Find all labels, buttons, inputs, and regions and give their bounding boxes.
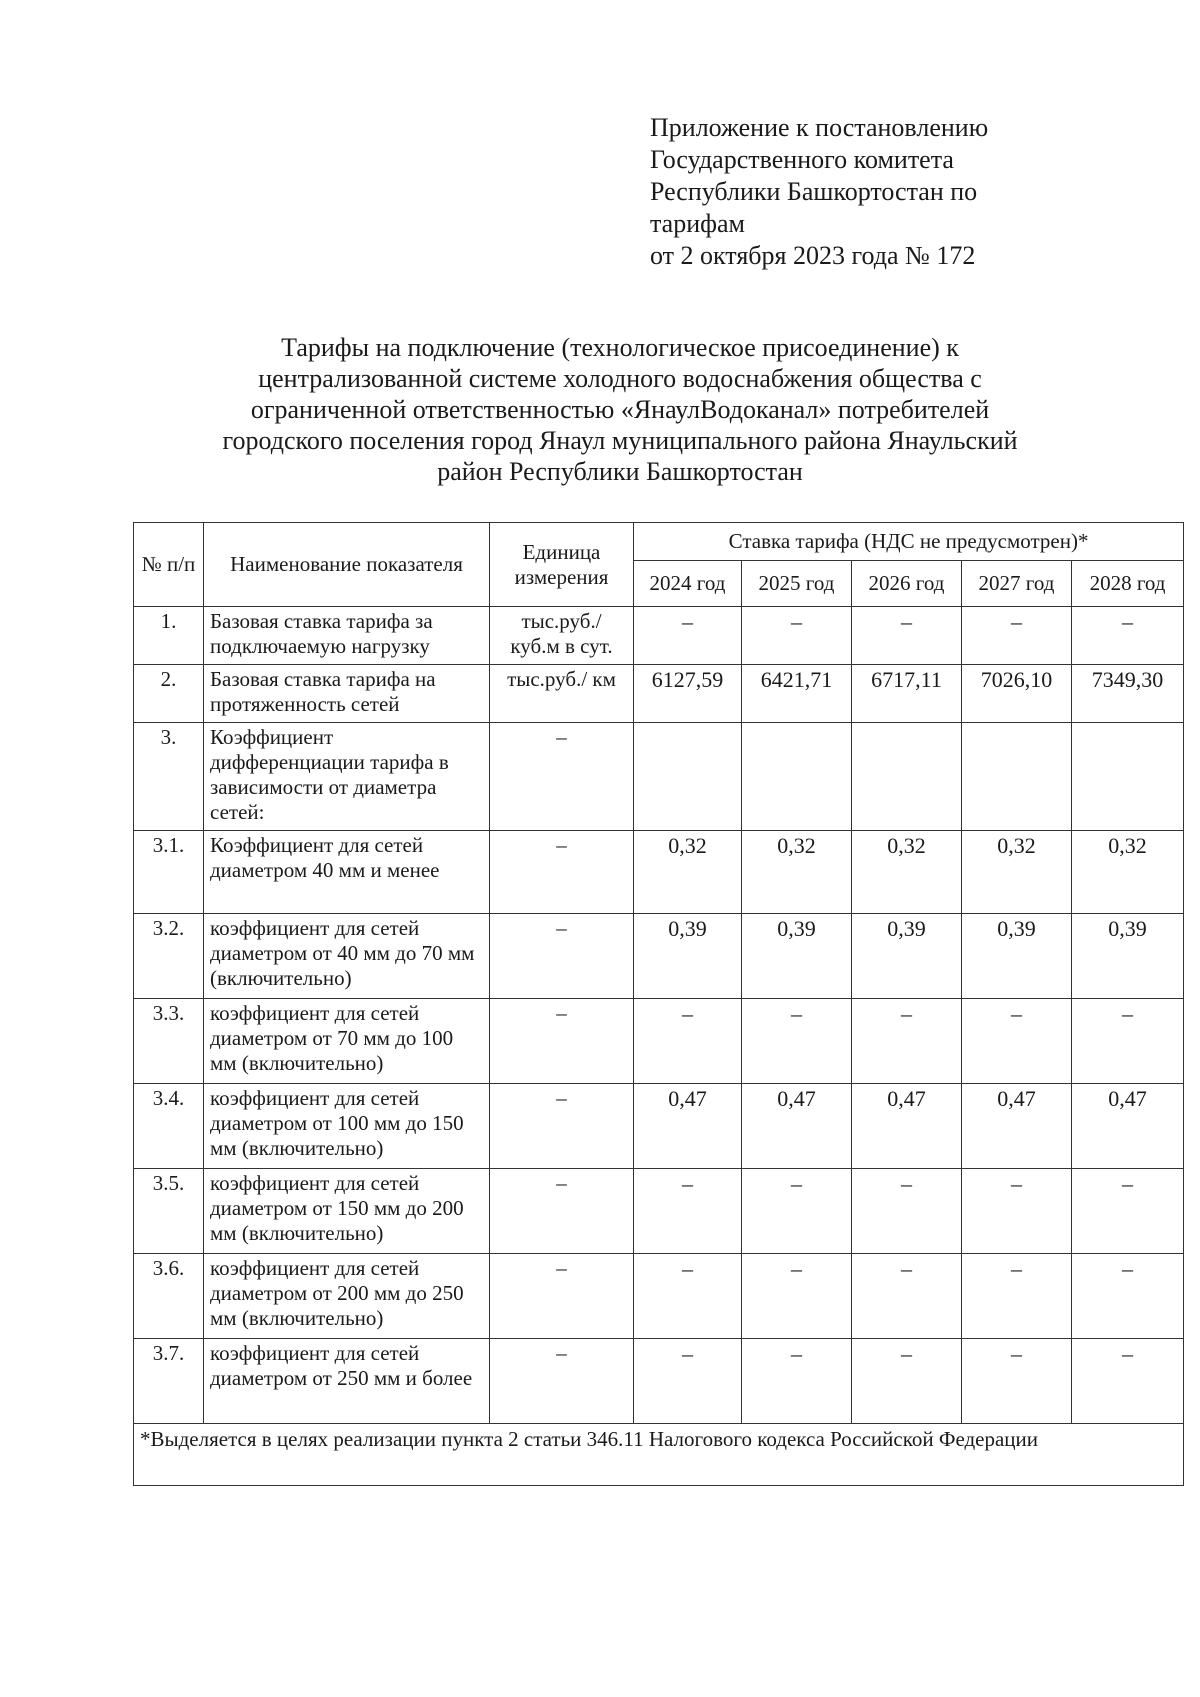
title-line: городского поселения город Янаул муниципального района Янаульский <box>222 426 1018 455</box>
row-value <box>1072 723 1184 831</box>
row-unit: – <box>490 723 634 831</box>
header-year: 2028 год <box>1072 561 1184 607</box>
row-num: 1. <box>134 607 204 665</box>
table-row <box>134 607 1184 665</box>
row-value: – <box>962 1339 1072 1424</box>
row-unit: тыс.руб./ км <box>490 665 634 723</box>
table-row <box>134 1084 1184 1169</box>
row-value: 0,32 <box>742 831 852 914</box>
row-value: – <box>852 1169 962 1254</box>
row-value: 6421,71 <box>742 665 852 723</box>
row-value: 6717,11 <box>852 665 962 723</box>
row-value: – <box>742 607 852 665</box>
annex-header <box>650 112 1070 272</box>
annex-line: Республики Башкортостан по <box>650 177 978 206</box>
row-name: коэффициент для сетей диаметром от 100 мм до 150 мм (включительно) <box>204 1084 490 1169</box>
row-value: – <box>962 607 1072 665</box>
annex-line: тарифам <box>650 209 745 238</box>
row-value: 7349,30 <box>1072 665 1184 723</box>
title-line: район Республики Башкортостан <box>437 457 803 486</box>
table-row <box>134 665 1184 723</box>
row-num: 3.2. <box>134 914 204 999</box>
row-value <box>634 723 742 831</box>
row-unit: тыс.руб./ куб.м в сут. <box>490 607 634 665</box>
table-row <box>134 1339 1184 1424</box>
row-unit: – <box>490 1084 634 1169</box>
header-unit: Единица измерения <box>490 523 634 607</box>
row-value: – <box>742 1339 852 1424</box>
row-name: Базовая ставка тарифа за подключаемую нагрузку <box>204 607 490 665</box>
row-value: – <box>634 1254 742 1339</box>
row-value: 0,32 <box>1072 831 1184 914</box>
row-value: 6127,59 <box>634 665 742 723</box>
row-value: – <box>852 999 962 1084</box>
row-num: 3.1. <box>134 831 204 914</box>
table-row <box>134 723 1184 831</box>
title-line: централизованной системе холодного водоснабжения общества с <box>258 364 982 393</box>
row-value <box>852 723 962 831</box>
row-unit: – <box>490 999 634 1084</box>
header-year: 2024 год <box>634 561 742 607</box>
table-row <box>134 999 1184 1084</box>
row-value: – <box>742 1169 852 1254</box>
row-value: 0,39 <box>634 914 742 999</box>
footnote: *Выделяется в целях реализации пункта 2 статьи 346.11 Налогового кодекса Российской Федерации <box>134 1424 1184 1486</box>
table-row <box>134 831 1184 914</box>
row-value: 0,39 <box>1072 914 1184 999</box>
row-value: 0,47 <box>852 1084 962 1169</box>
row-value: – <box>634 1339 742 1424</box>
table-row <box>134 1169 1184 1254</box>
row-num: 3.6. <box>134 1254 204 1339</box>
row-value: 0,39 <box>852 914 962 999</box>
row-value: 0,32 <box>634 831 742 914</box>
row-value: 0,47 <box>1072 1084 1184 1169</box>
header-year: 2026 год <box>852 561 962 607</box>
row-name: коэффициент для сетей диаметром от 250 мм и более <box>204 1339 490 1424</box>
row-name: Коэффициент для сетей диаметром 40 мм и менее <box>204 831 490 914</box>
row-unit: – <box>490 1169 634 1254</box>
row-value: 0,47 <box>742 1084 852 1169</box>
row-name: коэффициент для сетей диаметром от 70 мм до 100 мм (включительно) <box>204 999 490 1084</box>
row-unit: – <box>490 1339 634 1424</box>
table-row <box>134 914 1184 999</box>
row-value: – <box>1072 1339 1184 1424</box>
tariff-table <box>133 522 1184 1486</box>
row-name: коэффициент для сетей диаметром от 150 мм до 200 мм (включительно) <box>204 1169 490 1254</box>
row-value: – <box>634 607 742 665</box>
row-value: 0,39 <box>742 914 852 999</box>
row-unit: – <box>490 1254 634 1339</box>
header-name: Наименование показателя <box>204 523 490 607</box>
title-line: ограниченной ответственностью «ЯнаулВодоканал» потребителей <box>250 395 990 424</box>
row-value: 0,32 <box>962 831 1072 914</box>
document-title <box>140 332 1100 487</box>
row-value: – <box>962 1169 1072 1254</box>
row-value: – <box>852 1254 962 1339</box>
row-value <box>962 723 1072 831</box>
row-unit: – <box>490 914 634 999</box>
row-value: 7026,10 <box>962 665 1072 723</box>
row-num: 3.3. <box>134 999 204 1084</box>
header-year: 2027 год <box>962 561 1072 607</box>
header-num: № п/п <box>134 523 204 607</box>
row-value: 0,32 <box>852 831 962 914</box>
table-row <box>134 1254 1184 1339</box>
header-rate-group: Ставка тарифа (НДС не предусмотрен)* <box>634 523 1184 561</box>
annex-line: Приложение к постановлению <box>650 113 989 142</box>
row-num: 3. <box>134 723 204 831</box>
row-value: – <box>852 1339 962 1424</box>
row-name: Базовая ставка тарифа на протяженность сетей <box>204 665 490 723</box>
row-unit: – <box>490 831 634 914</box>
row-name: Коэффициент дифференциации тарифа в зависимости от диаметра сетей: <box>204 723 490 831</box>
annex-line: от 2 октября 2023 года № 172 <box>650 241 976 270</box>
annex-line: Государственного комитета <box>650 145 954 174</box>
row-value: – <box>1072 1254 1184 1339</box>
row-value: – <box>962 999 1072 1084</box>
header-year: 2025 год <box>742 561 852 607</box>
row-name: коэффициент для сетей диаметром от 200 мм до 250 мм (включительно) <box>204 1254 490 1339</box>
title-line: Тарифы на подключение (технологическое присоединение) к <box>281 333 959 362</box>
row-value: – <box>1072 607 1184 665</box>
row-value: – <box>634 1169 742 1254</box>
row-value: – <box>962 1254 1072 1339</box>
row-value: – <box>742 1254 852 1339</box>
row-num: 3.4. <box>134 1084 204 1169</box>
row-num: 2. <box>134 665 204 723</box>
row-value: – <box>1072 999 1184 1084</box>
row-value <box>742 723 852 831</box>
row-name: коэффициент для сетей диаметром от 40 мм до 70 мм (включительно) <box>204 914 490 999</box>
row-num: 3.5. <box>134 1169 204 1254</box>
row-value: 0,47 <box>634 1084 742 1169</box>
row-value: 0,47 <box>962 1084 1072 1169</box>
row-value: – <box>852 607 962 665</box>
row-value: 0,39 <box>962 914 1072 999</box>
row-value: – <box>742 999 852 1084</box>
row-num: 3.7. <box>134 1339 204 1424</box>
row-value: – <box>634 999 742 1084</box>
row-value: – <box>1072 1169 1184 1254</box>
